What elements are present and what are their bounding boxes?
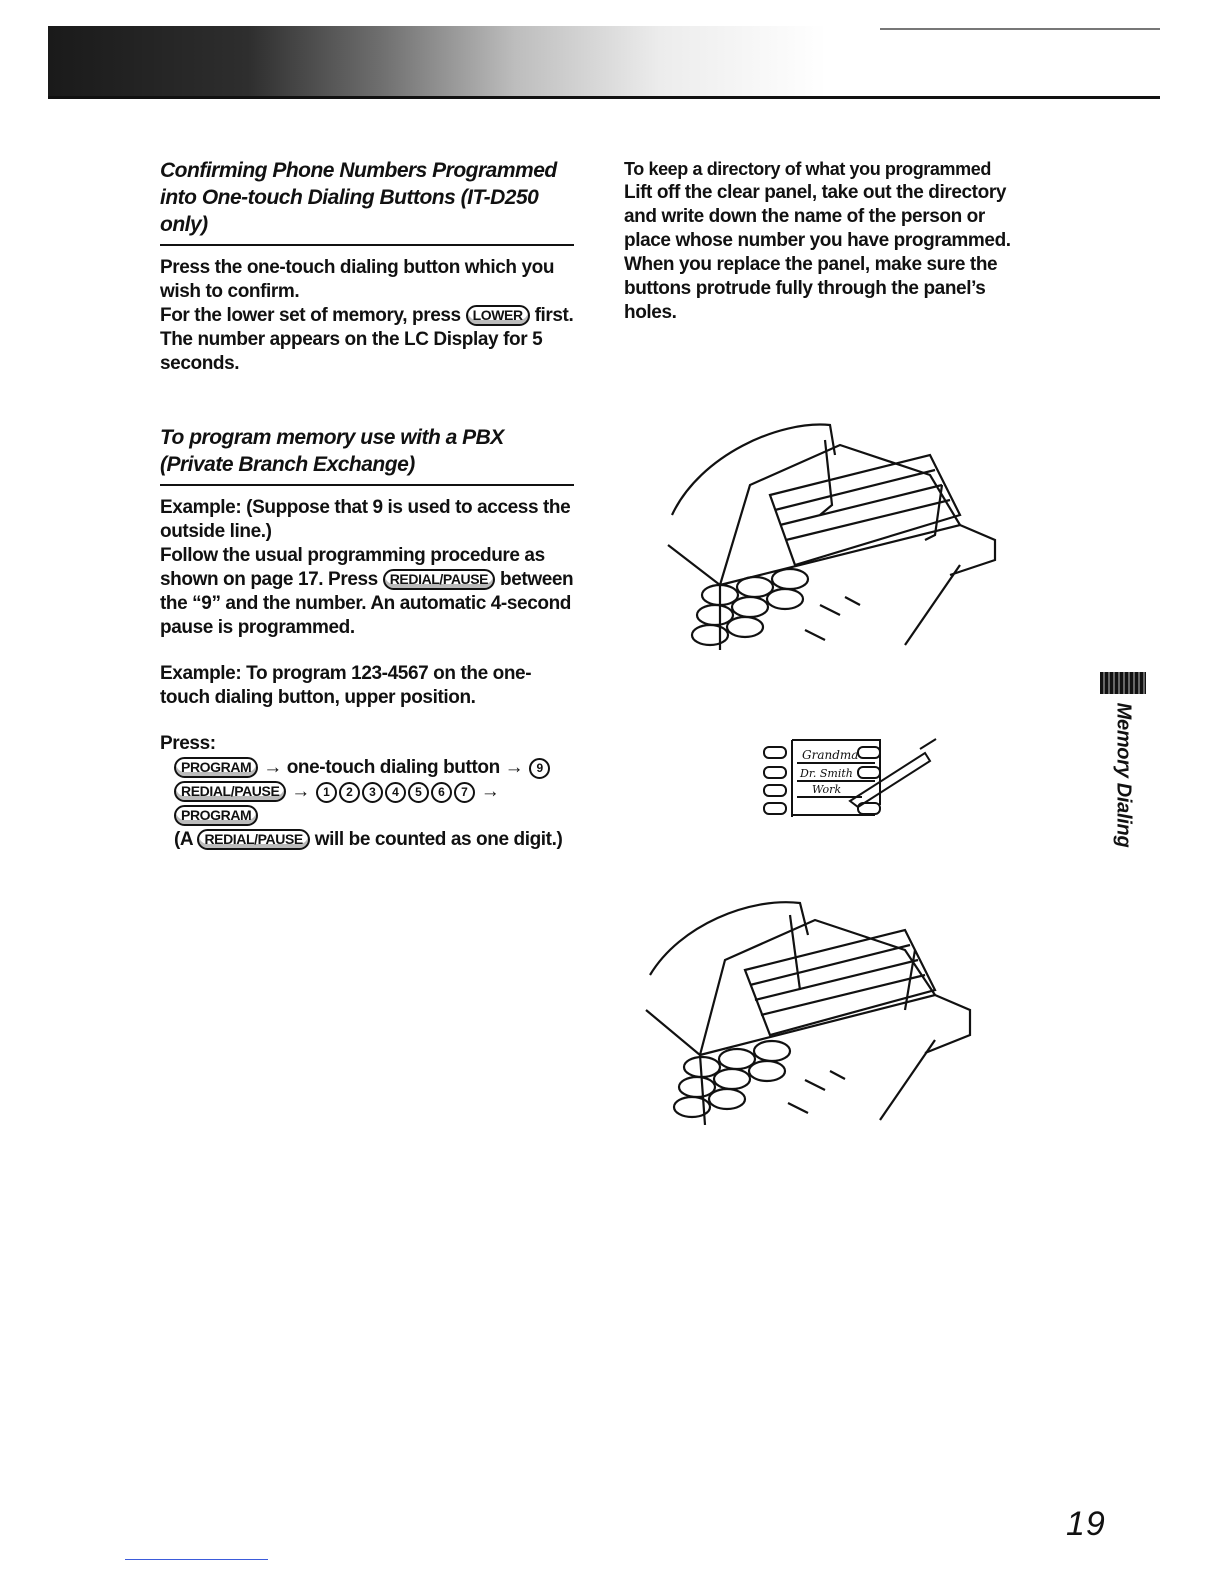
section-title-pbx: To program memory use with a PBX (Private Branch Exchange) (160, 424, 574, 486)
program-key: PROGRAM (174, 805, 258, 826)
digit-key: 3 (362, 782, 383, 803)
redial-pause-key: REDIAL/PAUSE (174, 781, 286, 802)
phone-panel-illustration (660, 415, 1010, 650)
section-title-confirm: Confirming Phone Numbers Programmed into One-touch Dialing Buttons (IT-D250 only) (160, 157, 574, 246)
directory-body: Lift off the clear panel, take out the directory and write down the name of the person or place whose number you have programmed. When you replace the panel, make sure the buttons protrude fully through the panel’s holes. (624, 182, 1011, 323)
digit-key: 9 (529, 758, 550, 779)
directory-entry: Grandma (802, 748, 859, 762)
side-tab-label: Memory Dialing (1112, 702, 1135, 848)
confirm-instruction: Press the one-touch dialing button which you wish to confirm. (160, 257, 555, 302)
banner-top-line (880, 28, 1160, 30)
press-label: Press: (160, 733, 216, 754)
key-sequence: PROGRAM → one-touch dialing button → 9 REDIAL/PAUSE → 1 2 3 4 5 6 7 → PROGRAM (A REDIAL/PAUSE will be counted as one digit.) (174, 757, 563, 850)
pbx-example-program: Example: To program 123-4567 on the one-touch dialing button, upper position. (160, 663, 532, 708)
banner-rule (48, 96, 1160, 99)
pbx-procedure: Follow the usual programming procedure as shown on page 17. Press REDIAL/PAUSE between the “9” and the number. An automatic 4-second pause is programmed. (160, 545, 574, 638)
pbx-example-access: Example: (Suppose that 9 is used to access the outside line.) (160, 497, 571, 542)
one-touch-label: one-touch dialing button (286, 757, 500, 778)
lower-key: LOWER (466, 305, 530, 326)
digit-key: 5 (408, 782, 429, 803)
phone-panel-replace-illustration (640, 895, 980, 1125)
right-column (624, 157, 1028, 325)
page-number: 19 (1066, 1505, 1106, 1543)
footer-line (125, 1559, 268, 1560)
arrow: → (263, 757, 282, 778)
confirm-display-note: The number appears on the LC Display for 5 seconds. (160, 329, 543, 374)
directory-card-illustration (750, 735, 940, 820)
side-tab-marker (1100, 672, 1146, 694)
directory-entry: Dr. Smith (800, 767, 853, 780)
digit-key: 4 (385, 782, 406, 803)
arrow: → (480, 781, 500, 802)
directory-entry: Work (812, 783, 842, 796)
arrow: → (504, 757, 524, 778)
confirm-lower-instruction: For the lower set of memory, press LOWER first. (160, 305, 574, 326)
directory-title: To keep a directory of what you programmed (624, 159, 991, 179)
digit-key: 6 (431, 782, 452, 803)
digit-key: 2 (339, 782, 360, 803)
redial-pause-key: REDIAL/PAUSE (383, 569, 495, 590)
program-key: PROGRAM (174, 757, 258, 778)
arrow: → (291, 781, 310, 802)
digit-key: 1 (316, 782, 337, 803)
left-column (160, 157, 574, 852)
digit-key: 7 (454, 782, 475, 803)
header-banner (48, 26, 1160, 98)
redial-pause-key: REDIAL/PAUSE (197, 829, 309, 850)
